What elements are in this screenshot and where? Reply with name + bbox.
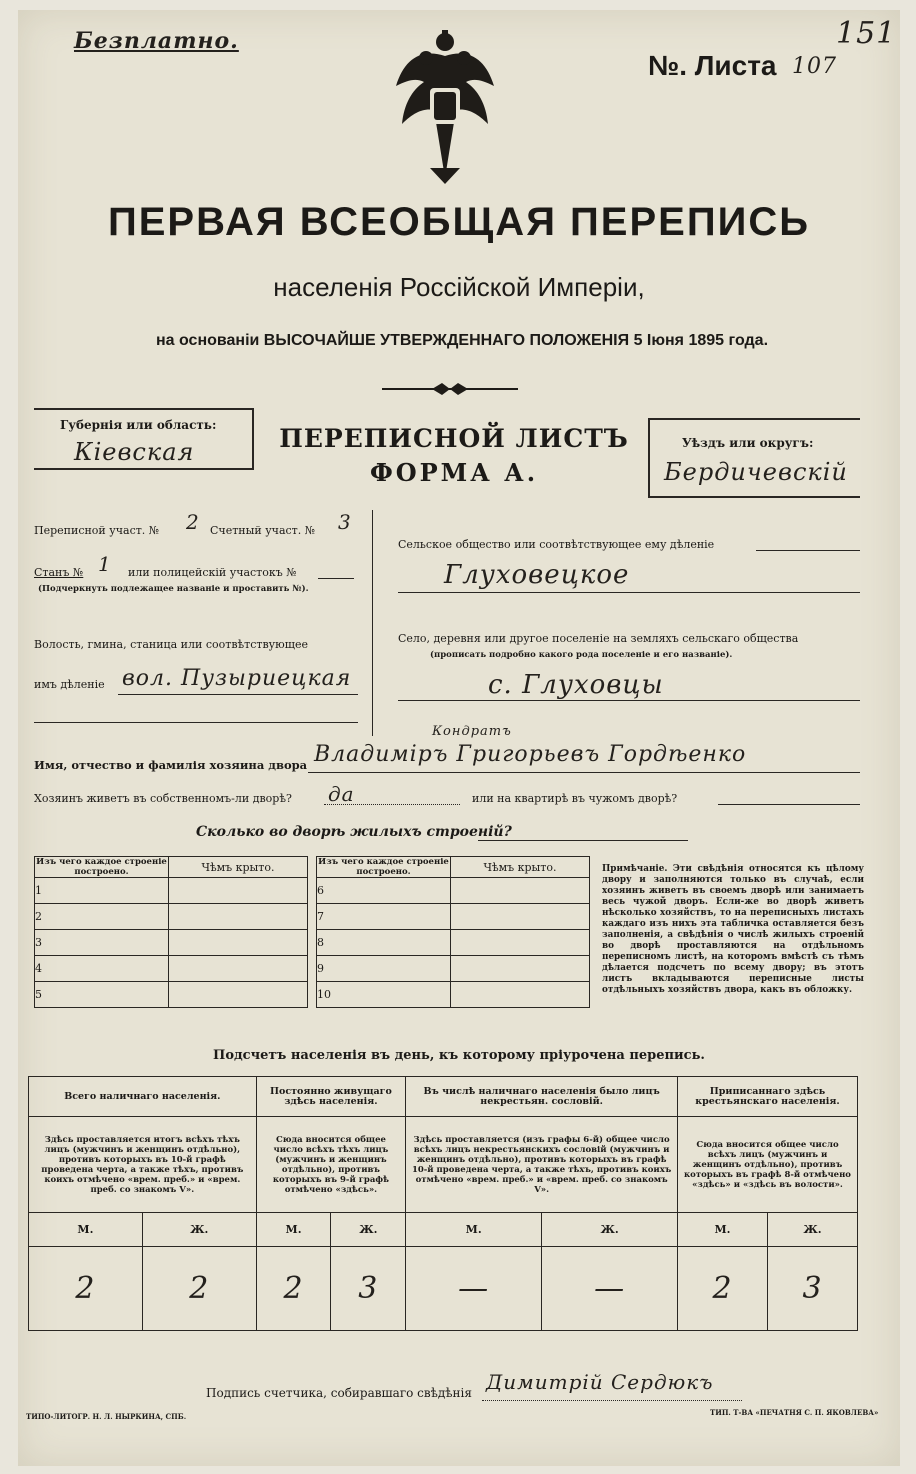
block-divider: [372, 510, 373, 736]
buildings-label: Сколько во дворѣ жилыхъ строеній?: [196, 824, 512, 840]
sheet-number-label: №. Листа: [648, 50, 777, 81]
building-roof-cell[interactable]: [169, 956, 308, 982]
building-roof-cell[interactable]: [451, 982, 590, 1008]
population-col-head: Всего наличнаго населенія.: [29, 1077, 257, 1117]
female-label: Ж.: [767, 1213, 857, 1247]
building-row-number: 5: [35, 982, 169, 1008]
population-female-value[interactable]: 3: [331, 1247, 406, 1331]
female-label: Ж.: [142, 1213, 256, 1247]
rented-label: или на квартирѣ въ чужомъ дворѣ?: [472, 792, 678, 805]
building-roof-cell[interactable]: [451, 904, 590, 930]
building-row-number: 9: [317, 956, 451, 982]
building-roof-cell[interactable]: [169, 982, 308, 1008]
volost-label-2: имъ дѣленіе: [34, 678, 105, 691]
form-title: ПЕРЕПИСНОЙ ЛИСТЪ: [279, 424, 629, 453]
roof-header: Чѣмъ крыто.: [169, 857, 308, 878]
police-area-label: или полицейскій участокъ №: [128, 566, 297, 579]
province-label: Губернія или область:: [60, 418, 217, 432]
roof-header: Чѣмъ крыто.: [451, 857, 590, 878]
village-note: (прописать подробно какого рода поселеніе и его названіе).: [430, 650, 733, 660]
community-line-2: [398, 592, 860, 593]
owner-name-value[interactable]: Владиміръ Григорьевъ Гордѣенко: [314, 742, 747, 767]
own-yard-value[interactable]: да: [328, 782, 355, 806]
ornament-divider-icon: [380, 382, 520, 396]
population-col-head: Приписаннаго здѣсь крестьянскаго населенія.: [678, 1077, 858, 1117]
owner-name-line: [308, 772, 860, 773]
printer-right: ТИП. Т-ВА «ПЕЧАТНЯ С. П. ЯКОВЛЕВА»: [710, 1408, 879, 1417]
population-male-value[interactable]: 2: [256, 1247, 331, 1331]
census-area-value[interactable]: 2: [186, 510, 200, 534]
population-male-value[interactable]: 2: [29, 1247, 143, 1331]
population-female-value[interactable]: 3: [767, 1247, 857, 1331]
form-subtitle: ФОРМА А.: [369, 458, 539, 487]
building-roof-cell[interactable]: [451, 930, 590, 956]
building-row-number: 7: [317, 904, 451, 930]
count-area-label: Счетный участ. №: [210, 524, 316, 537]
corner-number: 151: [836, 16, 897, 51]
community-value[interactable]: Глуховецкое: [444, 560, 630, 590]
building-roof-cell[interactable]: [169, 930, 308, 956]
census-basis: на основаніи ВЫСОЧАЙШЕ УТВЕРЖДЕННАГО ПОЛОЖЕНІЯ 5 Іюня 1895 года.: [155, 332, 769, 349]
signature-line: [482, 1400, 742, 1401]
own-yard-label: Хозяинъ живетъ въ собственномъ-ли дворѣ?: [34, 792, 292, 805]
stan-value[interactable]: 1: [98, 552, 112, 576]
free-label: Безплатно.: [74, 28, 239, 54]
village-value[interactable]: с. Глуховцы: [488, 670, 664, 700]
own-yard-line: [324, 804, 460, 805]
signature-value[interactable]: Димитрій Сердюкъ: [486, 1370, 714, 1394]
population-female-value[interactable]: —: [542, 1247, 678, 1331]
building-row-number: 3: [35, 930, 169, 956]
village-label: Село, деревня или другое поселеніе на земляхъ сельскаго общества: [398, 632, 799, 645]
census-area-label: Переписной участ. №: [34, 524, 160, 537]
volost-label: Волость, гмина, станица или соотвѣтствующее: [34, 638, 308, 651]
population-female-value[interactable]: 2: [142, 1247, 256, 1331]
province-value[interactable]: Кіевская: [74, 438, 195, 466]
male-label: М.: [406, 1213, 542, 1247]
buildings-table-left: [34, 856, 308, 1008]
building-roof-cell[interactable]: [451, 878, 590, 904]
male-label: М.: [678, 1213, 768, 1247]
building-roof-cell[interactable]: [169, 878, 308, 904]
population-col-head: Постоянно живущаго здѣсь населенія.: [256, 1077, 406, 1117]
stan-label: Станъ №: [34, 566, 84, 579]
stan-note: (Подчеркнуть подлежащее названіе и проставить №).: [38, 584, 309, 594]
buildings-note: Примѣчаніе. Эти свѣдѣнія относятся къ цѣлому двору и заполняются только въ случаѣ, если хозяинъ живетъ въ своемъ дворѣ или занимаетъ весь чужой дворъ. Если-же во дворѣ живетъ нѣсколько хозяйствъ, то на переписныхъ листахъ каждаго изъ нихъ эта табличка оставляется безъ заполненія, а свѣдѣнія о числѣ жилыхъ строеній во дворѣ проставляются на отдѣльномъ переписномъ листѣ, на которомъ вмѣстѣ съ тѣмъ дѣлается подсчетъ по всему двору; въ этотъ листъ вкладываются переписные листы отдѣльныхъ хозяйствъ двора, какъ въ обложку.: [602, 864, 864, 995]
building-row-number: 1: [35, 878, 169, 904]
female-label: Ж.: [331, 1213, 406, 1247]
population-col-head: Въ числѣ наличнаго населенія было лицъ некрестьян. сословій.: [406, 1077, 678, 1117]
building-row-number: 6: [317, 878, 451, 904]
building-row-number: 4: [35, 956, 169, 982]
building-row-number: 2: [35, 904, 169, 930]
sheet-number-value: 107: [792, 54, 837, 79]
rented-line: [718, 804, 860, 805]
material-header: Изъ чего каждое строеніе построено.: [36, 857, 167, 877]
community-label: Сельское общество или соотвѣтствующее ему дѣленіе: [398, 538, 715, 551]
volost-value[interactable]: вол. Пузыриецкая: [122, 666, 352, 691]
female-label: Ж.: [542, 1213, 678, 1247]
population-table: [28, 1076, 858, 1331]
population-male-value[interactable]: —: [406, 1247, 542, 1331]
male-label: М.: [29, 1213, 143, 1247]
male-label: М.: [256, 1213, 331, 1247]
buildings-table-right: [316, 856, 590, 1008]
owner-name-label: Имя, отчество и фамилія хозяина двора: [34, 758, 308, 772]
population-col-desc: Сюда вносится общее число всѣхъ лицъ (мужчинъ и женщинъ отдѣльно), противъ которыхъ въ графѣ 8-й отмѣчено «здѣсь» и «здѣсь въ волости».: [678, 1117, 858, 1213]
owner-name-addition[interactable]: Кондратъ: [432, 724, 512, 739]
printer-left: ТИПО-ЛИТОГР. Н. Л. НЫРКИНА, СПБ.: [26, 1412, 187, 1421]
population-col-desc: Здѣсь проставляется итогъ всѣхъ тѣхъ лицъ (мужчинъ и женщинъ отдѣльно), противъ которыхъ въ 10-й графѣ проведена черта, а также тѣхъ, противъ коихъ отмѣчено «врем. преб.» и «врем. преб. со знакомъ V».: [29, 1117, 257, 1213]
building-roof-cell[interactable]: [451, 956, 590, 982]
police-area-line: [318, 578, 354, 579]
volost-line: [118, 694, 358, 695]
volost-line-2: [34, 722, 358, 723]
community-line: [756, 550, 860, 551]
census-subtitle: населенія Россійской Имперіи,: [273, 272, 645, 302]
census-title: ПЕРВАЯ ВСЕОБЩАЯ ПЕРЕПИСЬ: [108, 200, 810, 244]
double-headed-eagle-icon: [390, 28, 500, 188]
buildings-line: [478, 840, 688, 841]
population-col-desc: Здѣсь проставляется (изъ графы 6-й) общее число всѣхъ лицъ некрестьянскихъ сословій (мужчинъ и женщинъ отдѣльно), противъ которыхъ въ графѣ 10-й проведена черта, а также тѣхъ, противъ коихъ отмѣчено «врем. преб.» и «врем. преб. со знакомъ V».: [406, 1117, 678, 1213]
population-col-desc: Сюда вносится общее число всѣхъ тѣхъ лицъ (мужчинъ и женщинъ отдѣльно), противъ которыхъ въ 9-й графѣ отмѣчено «здѣсь».: [256, 1117, 406, 1213]
population-title: Подсчетъ населенія въ день, къ которому пріурочена перепись.: [213, 1048, 705, 1063]
building-row-number: 10: [317, 982, 451, 1008]
signature-label: Подпись счетчика, собиравшаго свѣдѣнія: [206, 1386, 472, 1400]
district-value[interactable]: Бердичевскій: [664, 458, 848, 486]
census-sheet: [18, 10, 900, 1466]
population-male-value[interactable]: 2: [678, 1247, 768, 1331]
district-label: Уѣздъ или округъ:: [682, 436, 814, 450]
village-line: [398, 700, 860, 701]
count-area-value[interactable]: 3: [338, 510, 352, 534]
building-roof-cell[interactable]: [169, 904, 308, 930]
building-row-number: 8: [317, 930, 451, 956]
material-header: Изъ чего каждое строеніе построено.: [318, 857, 449, 877]
